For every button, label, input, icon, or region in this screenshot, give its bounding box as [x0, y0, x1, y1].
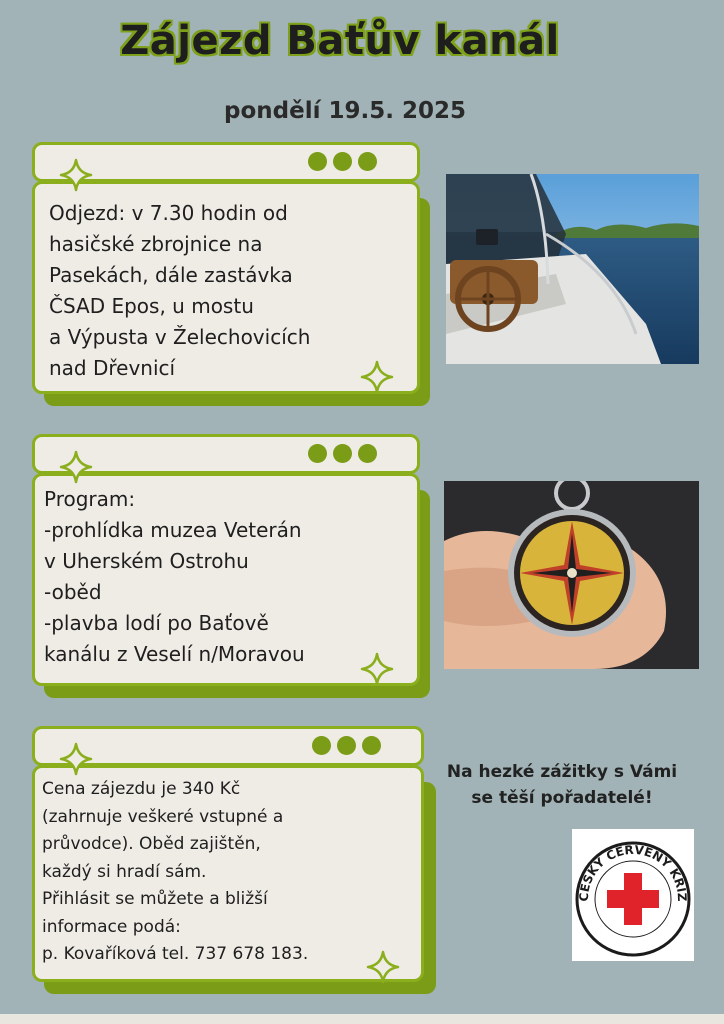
window-dots: [308, 152, 377, 171]
page-title: Zájezd Baťův kanál: [120, 18, 560, 64]
logo-text: ČESKÝ ČERVENÝ KŘÍŽ: [576, 842, 690, 902]
price-text: Cena zájezdu je 340 Kč (zahrnuje veškeré vstupné a průvodce). Oběd zajištěn, každý si hradí sám. Přihlásit se můžete a bližší informace podá: p. Kovaříková tel. 737 678 183.: [42, 779, 309, 964]
closing-message: Na hezké zážitky s Vámi se těší pořadatelé!: [446, 762, 678, 808]
sparkle-icon: [59, 742, 93, 776]
footer-strip: [0, 1014, 724, 1024]
window-dots: [312, 736, 381, 755]
sparkle-icon: [59, 158, 93, 192]
czech-red-cross-logo: [572, 829, 694, 961]
sparkle-icon: [59, 450, 93, 484]
compass-photo: [444, 481, 699, 669]
departure-text: Odjezd: v 7.30 hodin od hasičské zbrojnice na Pasekách, dále zastávka ČSAD Epos, u mostu a Výpusta v Želechovicích nad Dřevnicí: [49, 201, 311, 380]
window-dots: [308, 444, 377, 463]
program-text: Program: -prohlídka muzea Veterán v Uherském Ostrohu -oběd -plavba lodí po Baťově kanálu z Veselí n/Moravou: [44, 487, 305, 666]
boat-photo: [446, 174, 699, 364]
event-date: pondělí 19.5. 2025: [224, 98, 466, 124]
